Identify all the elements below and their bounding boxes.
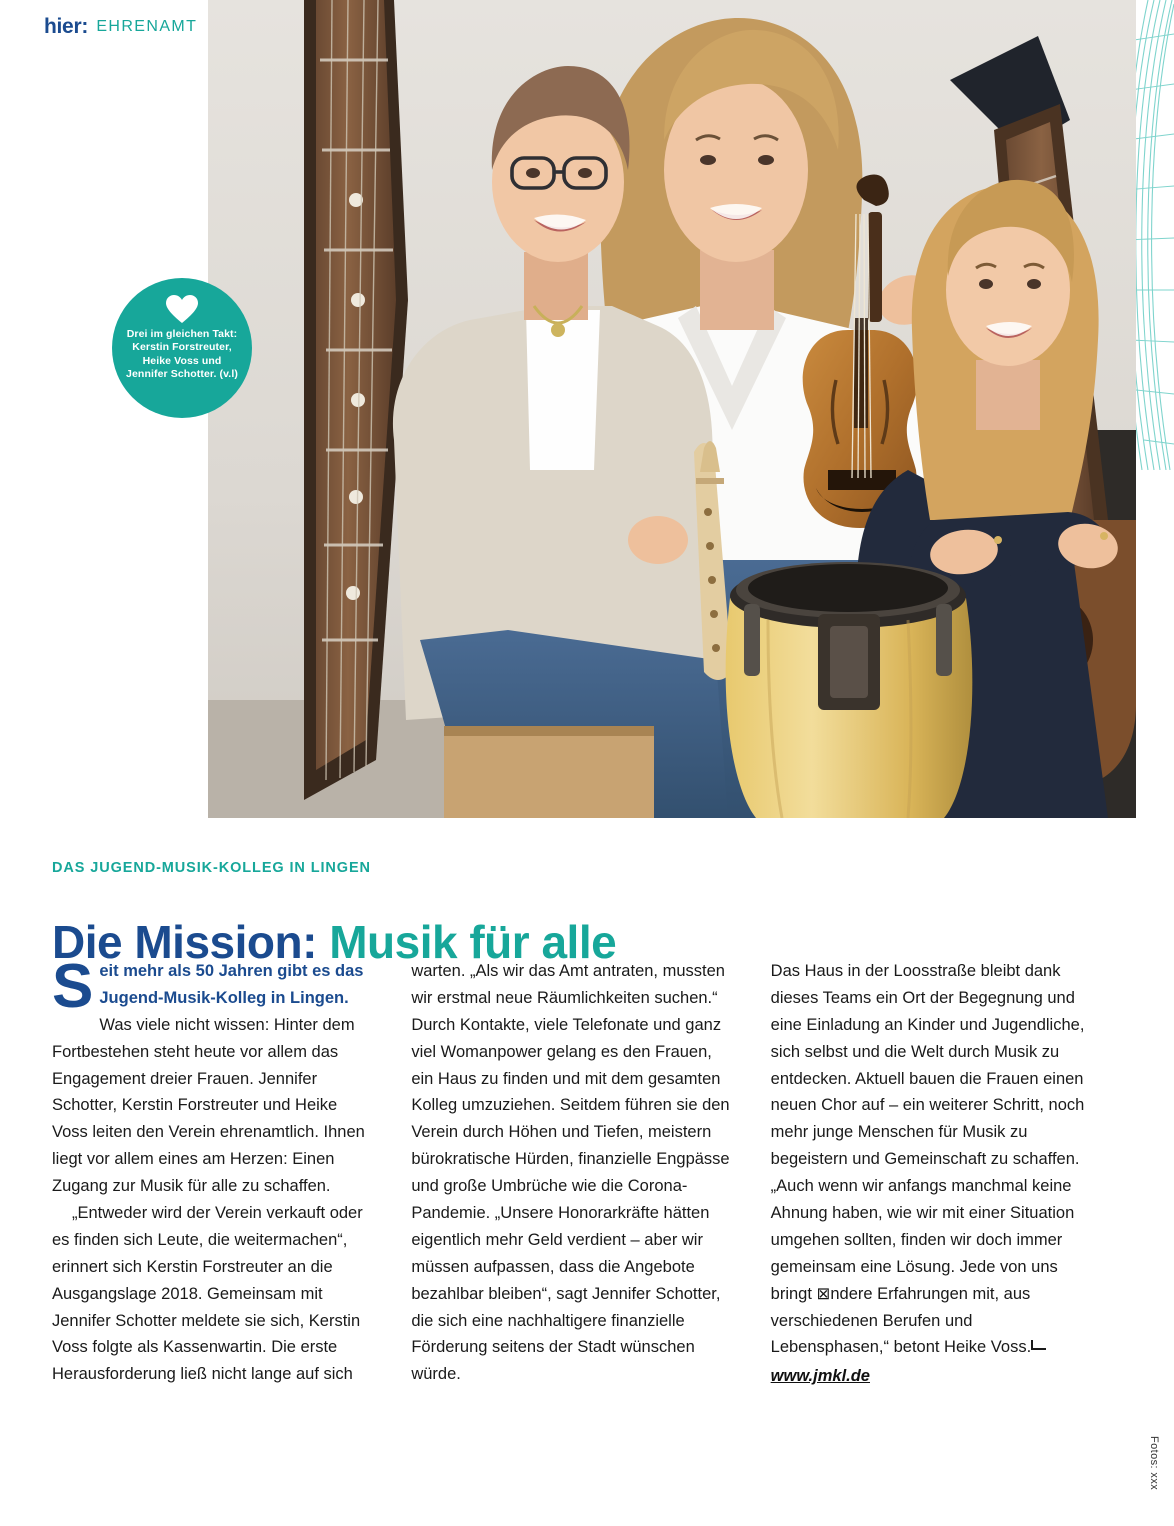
drop-cap: S bbox=[52, 952, 94, 1021]
column-1-text: Was viele nicht wissen: Hinter dem Fortbestehen steht heute vor allem das Engagement dreier Frauen. Jennifer Schotter, Kerstin Forstreuter und Heike Voss leiten den Verein ehrenamtlich. Ihnen liegt vor allem eines am Herzen: Einen Zugang zur Musik für alle zu schaffen. bbox=[52, 1015, 365, 1196]
heart-icon bbox=[165, 294, 199, 324]
article-paragraph-3: warten. „Als wir das Amt antraten, mussten wir erstmal neue Räumlichkeiten suchen.“ Durch Kontakte, viele Telefonate und ganz viel Womanpower gelang es den Frauen, ein Haus zu finden und mit dem gesamten Kolleg umzuziehen. Seitdem führen sie den Verein durch Höhen und Tiefen, meistern bürokratische Hürden, finanzielle Engpässe und große Umbrüche wie die Corona-Pandemie. „Unsere Honorarkräfte hätten eigentlich mehr Geld verdient – aber wir müssen aufpassen, dass die Angebote bezahlbar bleiben“, sagt Jennifer Schotter, die sich eine nachhaltigere finanzielle Förderung seitens der Stadt wünschen würde. bbox=[411, 962, 730, 1384]
article-kicker: DAS JUGEND-MUSIK-KOLLEG IN LINGEN bbox=[52, 860, 371, 876]
article-column-3 bbox=[771, 958, 1092, 1390]
article-columns bbox=[52, 952, 1092, 1390]
website-link[interactable]: www.jmkl.de bbox=[770, 1367, 870, 1386]
brand-logo: hier bbox=[44, 15, 82, 38]
photo-credit: Fotos: xxx bbox=[1148, 1435, 1160, 1490]
article-paragraph-2: „Entweder wird der Verein verkauft oder es finden sich Leute, die weitermachen“, erinnert sich Kerstin Forstreuter an die Ausgangslage 2018. Gemeinsam mit Jennifer Schotter meldete sie sich, Kerstin Voss folgte als Kassenwartin. Die erste Herausforderung ließ nicht lange auf sich bbox=[52, 1204, 363, 1384]
article-paragraph-4 bbox=[771, 958, 1092, 1361]
column-3-text: Das Haus in der Loosstraße bleibt dank dieses Teams ein Ort der Begegnung und eine Einladung an Kinder und Jugendliche, sich selbst und die Welt durch Musik zu entdecken. Aktuell bauen die Frauen einen neuen Chor auf – ein weiterer Schritt, noch mehr junge Menschen für Musik zu begeistern und Gemeinschaft zu schaffen.„Auch wenn wir anfangs manchmal keine Ahnung haben, wie wir mit einer Situation umgehen sollten, finden wir doch immer gemeinsam eine Lösung. Jede von uns bringt ⊠ndere Erfahrungen mit, aus verschiedenen Berufen und Lebensphasen,“ betont Heike Voss. bbox=[770, 962, 1085, 1357]
photo-caption-text: Drei im gleichen Takt: Kerstin Forstreuter, Heike Voss und Jennifer Schotter. (v.l) bbox=[126, 328, 238, 381]
end-mark-icon bbox=[1031, 1340, 1046, 1350]
article-column-1 bbox=[52, 952, 373, 1390]
article-column-2 bbox=[411, 958, 732, 1390]
magazine-header bbox=[0, 0, 208, 54]
hero-photo bbox=[208, 0, 1136, 818]
headline-part-1: Die Mission: bbox=[52, 915, 317, 968]
section-label: EHRENAMT bbox=[96, 18, 198, 35]
lead-sentence: eit mehr als 50 Jahren gibt es das Jugend-Musik-Kolleg in Lingen. bbox=[99, 962, 364, 1007]
brand-colon: : bbox=[81, 15, 89, 38]
headline-part-2: Musik für alle bbox=[329, 915, 617, 968]
article-body bbox=[0, 818, 1174, 1526]
hero-photo-illustration bbox=[208, 0, 1136, 818]
photo-caption-bubble bbox=[112, 278, 252, 418]
article-paragraph-1 bbox=[52, 952, 373, 1200]
conga-drum bbox=[724, 562, 975, 818]
